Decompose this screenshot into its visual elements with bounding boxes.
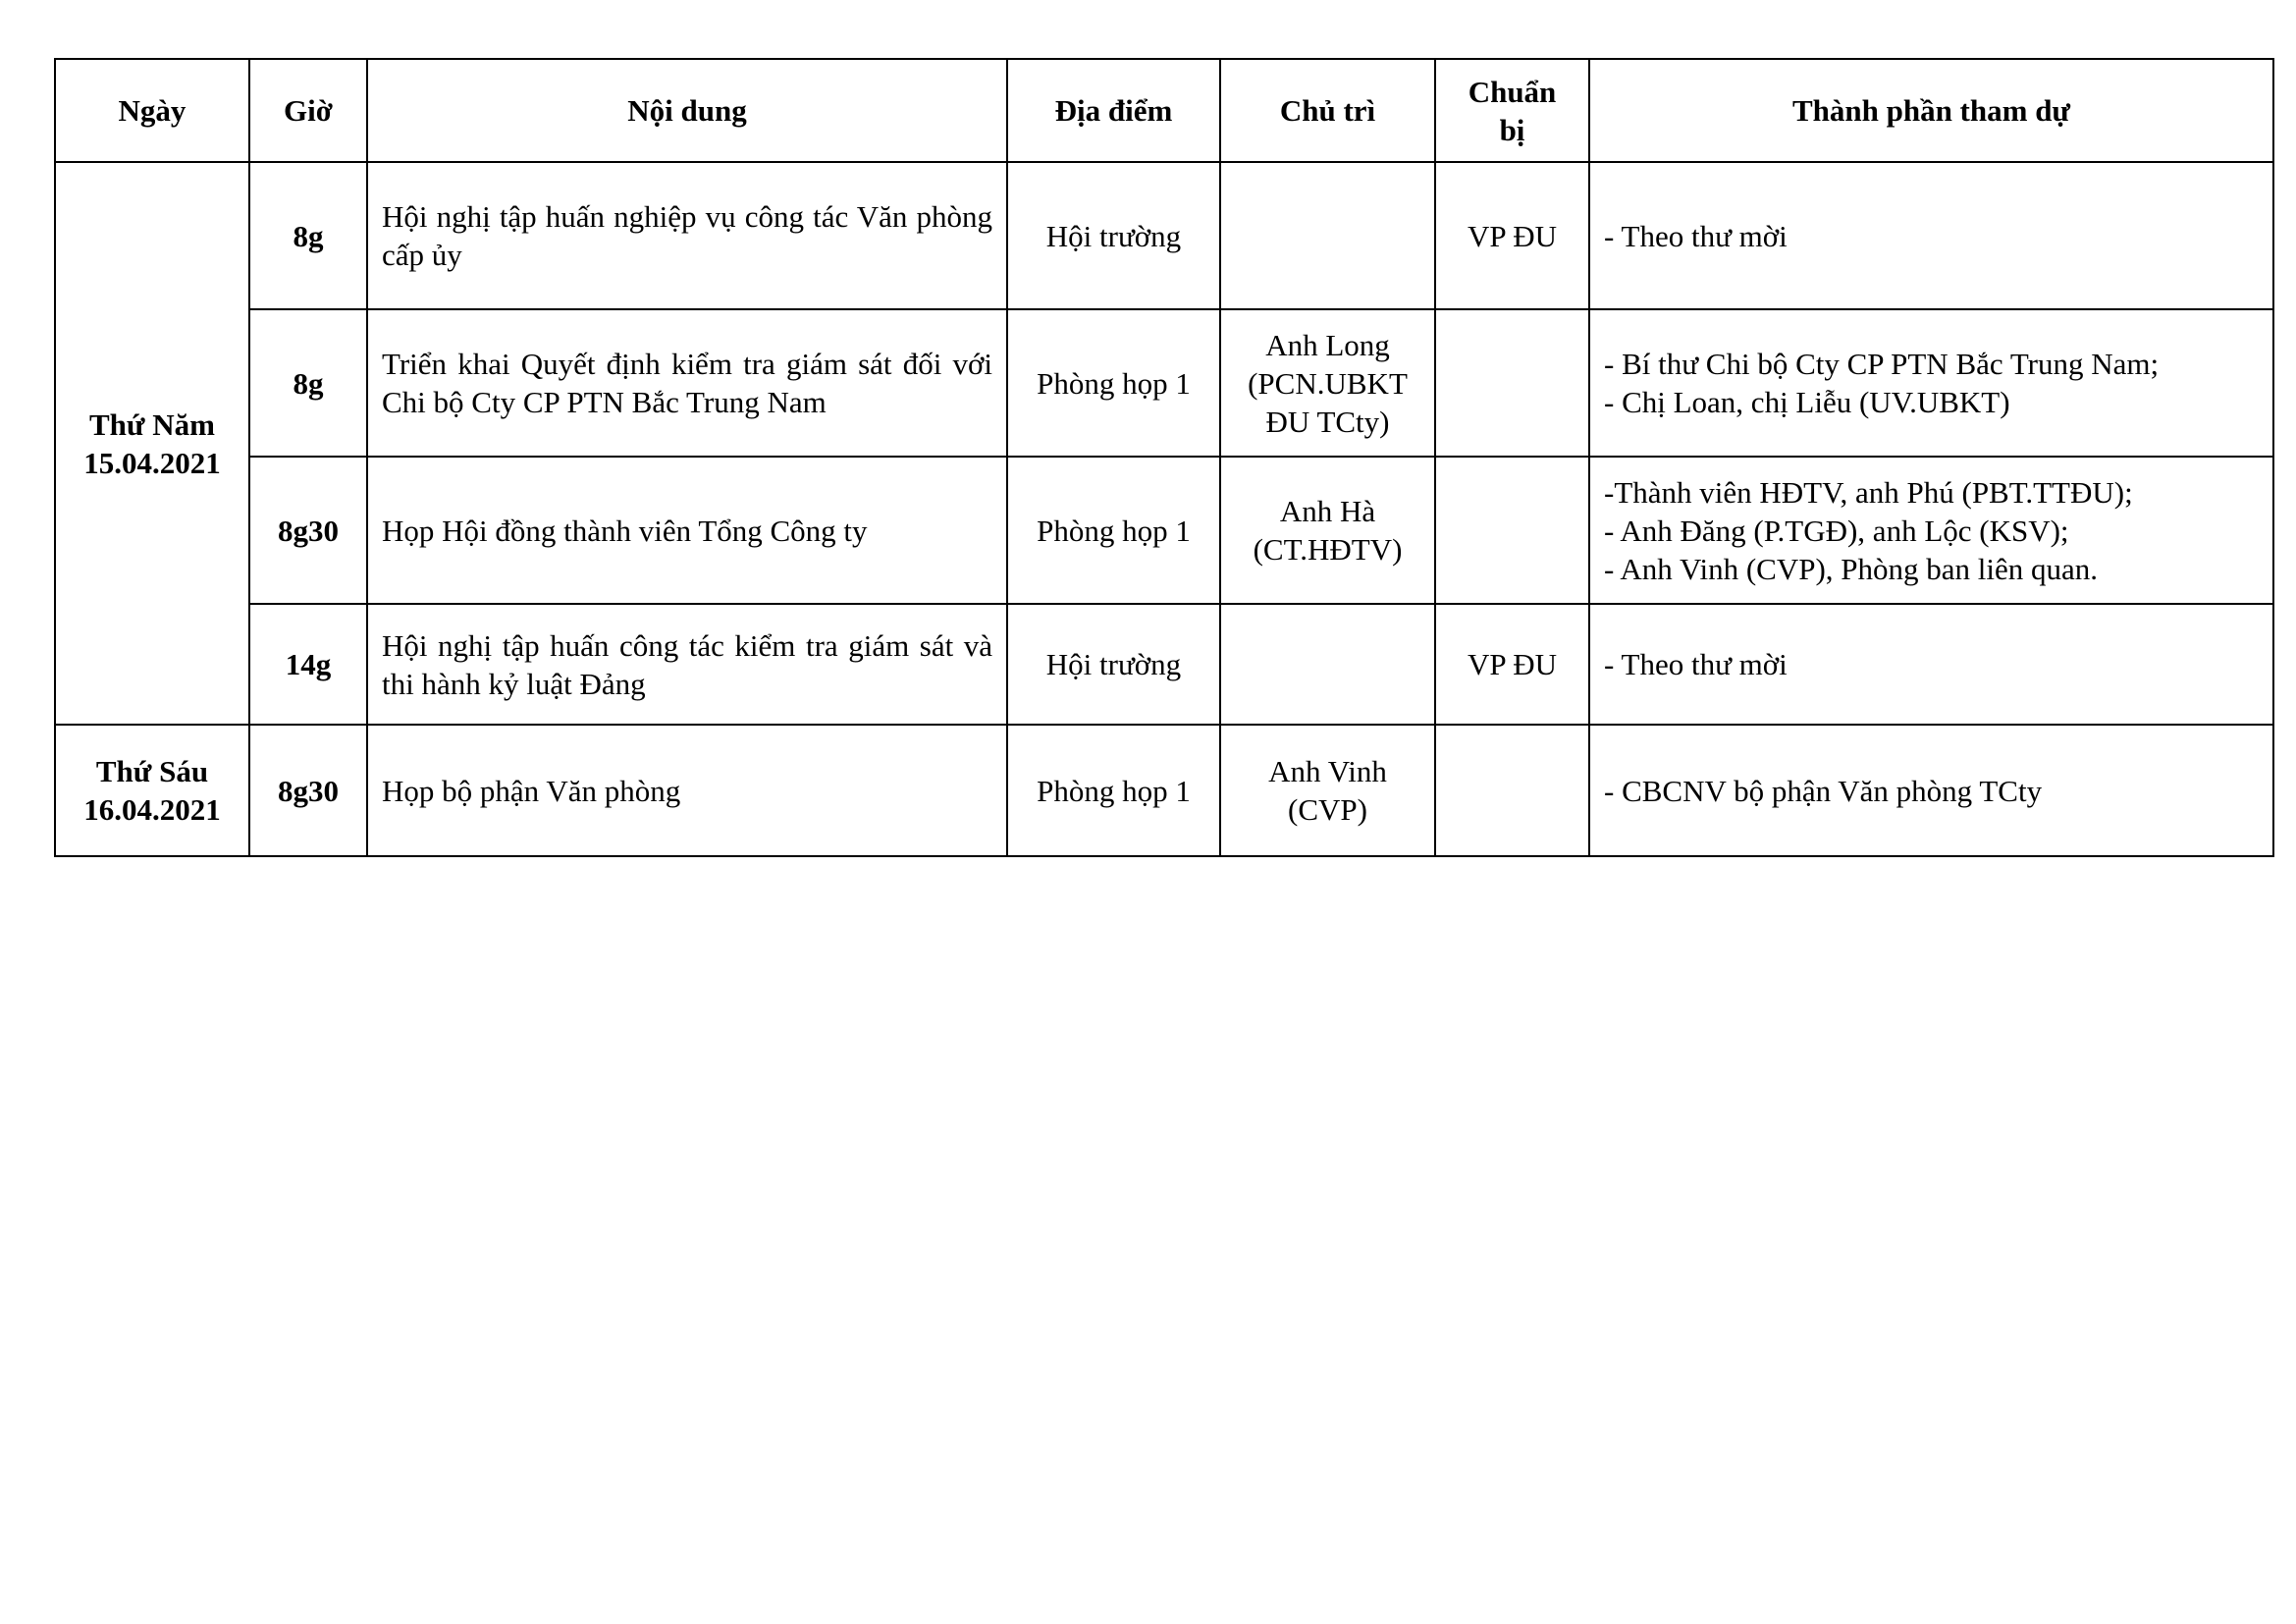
content-cell: Triển khai Quyết định kiểm tra giám sát đối với Chi bộ Cty CP PTN Bắc Trung Nam xyxy=(367,309,1007,457)
chair-line: Anh Vinh xyxy=(1268,754,1387,788)
header-chair: Chủ trì xyxy=(1220,59,1435,162)
attendee-line: - CBCNV bộ phận Văn phòng TCty xyxy=(1604,773,2043,808)
attendees-cell xyxy=(1589,309,2273,457)
time-cell: 8g30 xyxy=(249,457,367,604)
day-date: 15.04.2021 xyxy=(83,445,221,480)
attendee-line: - Chị Loan, chị Liễu (UV.UBKT) xyxy=(1604,385,2010,419)
day-weekday: Thứ Năm xyxy=(89,406,215,442)
table-row xyxy=(55,162,2273,309)
time-cell: 8g xyxy=(249,309,367,457)
time-cell: 14g xyxy=(249,604,367,725)
table-row xyxy=(55,457,2273,604)
header-row xyxy=(55,59,2273,162)
day-weekday: Thứ Sáu xyxy=(95,754,209,788)
place-cell: Phòng họp 1 xyxy=(1007,457,1220,604)
day-date: 16.04.2021 xyxy=(83,792,221,827)
day-cell xyxy=(55,162,249,725)
header-content: Nội dung xyxy=(367,59,1007,162)
header-time: Giờ xyxy=(249,59,367,162)
place-cell: Phòng họp 1 xyxy=(1007,725,1220,856)
content-cell: Hội nghị tập huấn công tác kiểm tra giám sát và thi hành kỷ luật Đảng xyxy=(367,604,1007,725)
header-prep-line2: bị xyxy=(1499,112,1525,147)
header-attendees: Thành phần tham dự xyxy=(1589,59,2273,162)
chair-cell xyxy=(1220,162,1435,309)
chair-line: Anh Long xyxy=(1265,327,1390,362)
attendees-cell xyxy=(1589,457,2273,604)
content-cell: Hội nghị tập huấn nghiệp vụ công tác Văn phòng cấp ủy xyxy=(367,162,1007,309)
time-cell: 8g30 xyxy=(249,725,367,856)
chair-line: (PCN.UBKT xyxy=(1248,365,1408,401)
prep-cell xyxy=(1435,457,1589,604)
header-day: Ngày xyxy=(55,59,249,162)
time-cell: 8g xyxy=(249,162,367,309)
table-row xyxy=(55,725,2273,856)
chair-line: (CT.HĐTV) xyxy=(1253,532,1403,567)
chair-cell xyxy=(1220,725,1435,856)
attendee-line: - Theo thư mời xyxy=(1604,647,1788,681)
table-row xyxy=(55,604,2273,725)
place-cell: Hội trường xyxy=(1007,162,1220,309)
attendee-line: - Bí thư Chi bộ Cty CP PTN Bắc Trung Nam; xyxy=(1604,347,2160,381)
attendee-line: - Anh Đăng (P.TGĐ), anh Lộc (KSV); xyxy=(1604,513,2069,548)
chair-line: Anh Hà xyxy=(1279,494,1376,528)
schedule-table xyxy=(54,58,2274,857)
chair-cell xyxy=(1220,457,1435,604)
chair-line: (CVP) xyxy=(1288,792,1367,827)
prep-cell: VP ĐU xyxy=(1435,604,1589,725)
prep-cell xyxy=(1435,725,1589,856)
day-cell xyxy=(55,725,249,856)
prep-cell: VP ĐU xyxy=(1435,162,1589,309)
content-cell: Họp Hội đồng thành viên Tổng Công ty xyxy=(367,457,1007,604)
attendees-cell xyxy=(1589,162,2273,309)
header-prep xyxy=(1435,59,1589,162)
chair-cell xyxy=(1220,604,1435,725)
chair-cell xyxy=(1220,309,1435,457)
attendee-line: -Thành viên HĐTV, anh Phú (PBT.TTĐU); xyxy=(1604,474,2133,510)
table-row xyxy=(55,309,2273,457)
content-cell: Họp bộ phận Văn phòng xyxy=(367,725,1007,856)
attendees-cell xyxy=(1589,725,2273,856)
place-cell: Phòng họp 1 xyxy=(1007,309,1220,457)
attendee-line: - Theo thư mời xyxy=(1604,218,1788,253)
header-prep-line1: Chuẩn xyxy=(1468,74,1557,109)
attendee-line: - Anh Vinh (CVP), Phòng ban liên quan. xyxy=(1604,551,2099,586)
attendees-cell xyxy=(1589,604,2273,725)
chair-line: ĐU TCty) xyxy=(1265,404,1390,439)
prep-cell xyxy=(1435,309,1589,457)
header-place: Địa điểm xyxy=(1007,59,1220,162)
place-cell: Hội trường xyxy=(1007,604,1220,725)
